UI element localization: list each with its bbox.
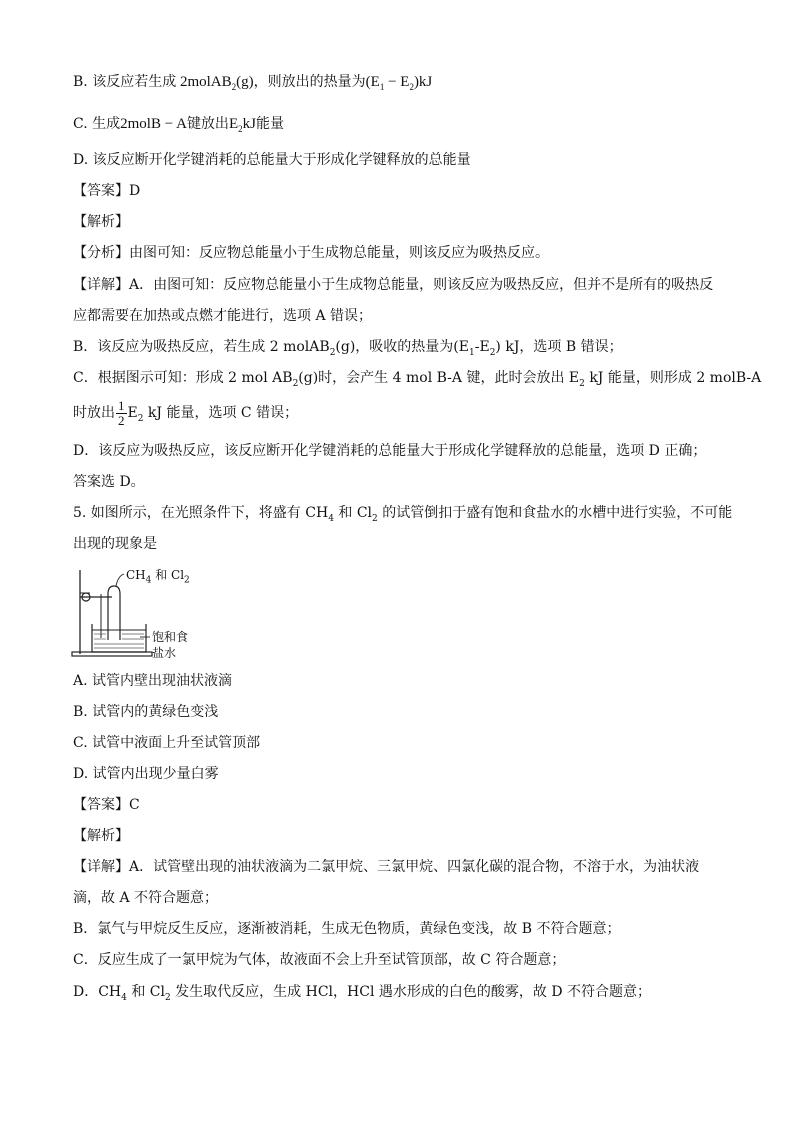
option-c-formula: 2molB − A bbox=[120, 116, 187, 132]
fraction-one-half bbox=[116, 399, 127, 428]
q5-option-a: A. 试管内壁出现油状液滴 bbox=[73, 673, 233, 689]
option-d: D. 该反应断开化学键消耗的总能量大于形成化学键释放的总能量 bbox=[73, 152, 471, 168]
figure-label-salt-1: 饱和食 bbox=[152, 630, 189, 644]
detail-1-c-pre: C．根据图示可知：形成 2 mol AB bbox=[73, 370, 293, 386]
formula-state: (g) bbox=[236, 74, 254, 90]
fraction-numerator: 1 bbox=[118, 397, 125, 413]
detail-2-d-pre: D．CH bbox=[73, 984, 122, 1000]
detail-1-b-pre: B．该反应为吸热反应，若生成 2 molAB bbox=[73, 339, 330, 355]
option-b bbox=[73, 72, 432, 97]
analysis-label-2: 【解析】 bbox=[73, 828, 129, 844]
detail-1-c2-pre: 时放出 bbox=[73, 405, 115, 421]
gas-sub1: 4 bbox=[145, 575, 152, 586]
energy-open: (E bbox=[365, 74, 380, 90]
analysis-label-1: 【解析】 bbox=[73, 214, 129, 230]
q5-sub2: 2 bbox=[372, 513, 378, 524]
option-b-formula bbox=[176, 74, 253, 90]
gas-ch: CH bbox=[126, 568, 146, 582]
detail-1-c2-end: kJ 能量，选项 C 错误； bbox=[143, 405, 299, 421]
answer-2: 【答案】C bbox=[73, 797, 140, 813]
gas-mid: 和 Cl bbox=[151, 568, 185, 582]
apparatus-figure bbox=[68, 566, 208, 666]
detail-2-d-sub2: 2 bbox=[164, 992, 171, 1003]
analysis-fenxi: 【分析】由图可知：反应物总能量小于生成物总能量，则该反应为吸热反应。 bbox=[73, 245, 549, 261]
q5-line1-mid: 和 Cl bbox=[333, 505, 373, 521]
option-c bbox=[73, 114, 284, 139]
q5-line1-pre: 5. 如图所示，在光照条件下，将盛有 CH bbox=[73, 505, 329, 521]
energy-close: )kJ bbox=[413, 74, 433, 90]
detail-2-d-mid: 和 Cl bbox=[126, 984, 165, 1000]
option-b-mid: ，则放出的热量为 bbox=[253, 74, 366, 90]
detail-2-d bbox=[73, 982, 651, 1008]
detail-1-c2-sub: 2 bbox=[137, 413, 144, 424]
detail-1-c bbox=[73, 368, 761, 394]
q5-option-d: D. 试管内出现少量白雾 bbox=[73, 766, 219, 782]
detail-2-a1: 【详解】A．试管壁出现的油状液滴为二氯甲烷、三氯甲烷、四氯化碳的混合物，不溶于水，为油状液 bbox=[73, 859, 700, 875]
detail-2-d-sub1: 4 bbox=[121, 992, 127, 1003]
detail-1-b-post: (g)，吸收的热量为(E bbox=[335, 339, 469, 355]
detail-1-c2 bbox=[73, 398, 298, 434]
detail-1-c2-e: E bbox=[127, 405, 138, 421]
detail-1-c-sub2: 2 bbox=[579, 378, 585, 389]
option-b-prefix: B. 该反应若生成 bbox=[73, 74, 177, 90]
energy-minus: − E bbox=[384, 74, 410, 90]
energy-sub1: 1 bbox=[379, 82, 385, 92]
q5-line1 bbox=[73, 503, 732, 529]
detail-2-b: B．氯气与甲烷反生反应，逐渐被消耗，生成无色物质，黄绿色变浅，故 B 不符合题意； bbox=[73, 921, 621, 937]
option-c-prefix: C. 生成 bbox=[73, 116, 121, 132]
detail-2-c: C．反应生成了一氯甲烷为气体，故液面不会上升至试管顶部，故 C 符合题意； bbox=[73, 952, 566, 968]
q5-line1-end: 的试管倒扣于盛有饱和食盐水的水槽中进行实验，不可能 bbox=[377, 505, 733, 521]
option-c-energy bbox=[229, 116, 256, 132]
detail-1-line1: 【详解】A．由图可知：反应物总能量小于生成物总能量，则该反应为吸热反应，但并不是所有的吸热反 bbox=[73, 277, 714, 293]
detail-2-d-end: 发生取代反应，生成 HCl，HCl 遇水形成的白色的酸雾，故 D 不符合题意； bbox=[170, 984, 651, 1000]
detail-1-d: D．该反应为吸热反应，该反应断开化学键消耗的总能量大于形成化学键释放的总能量，选项 D 正确； bbox=[73, 443, 707, 459]
detail-1-conclusion: 答案选 D。 bbox=[73, 474, 145, 490]
gas-sub2: 2 bbox=[184, 575, 190, 586]
detail-1-b-post2: -E bbox=[474, 339, 490, 355]
figure-label-salt-2: 盐水 bbox=[152, 646, 177, 660]
detail-1-line2: 应都需要在加热或点燃才能进行，选项 A 错误； bbox=[73, 308, 373, 324]
option-b-energy bbox=[366, 74, 433, 90]
formula-text: 2molAB bbox=[179, 74, 232, 90]
energy-sub: 2 bbox=[238, 124, 243, 134]
figure-label-gas bbox=[126, 566, 190, 585]
detail-1-b-sub: 2 bbox=[329, 347, 336, 358]
detail-1-c-mid: (g)时，会产生 4 mol B-A 键，此时会放出 E bbox=[298, 370, 580, 386]
detail-1-b-end: ) kJ，选项 B 错误； bbox=[495, 339, 623, 355]
fraction-denominator: 2 bbox=[118, 412, 125, 428]
formula-sub: 2 bbox=[231, 82, 237, 92]
detail-1-c-end: kJ 能量，则形成 2 molB-A bbox=[584, 370, 762, 386]
energy-sub2: 2 bbox=[409, 82, 414, 92]
energy-e: E bbox=[228, 116, 239, 132]
q5-sub1: 4 bbox=[328, 513, 334, 524]
q5-option-c: C. 试管中液面上升至试管顶部 bbox=[73, 735, 261, 751]
detail-1-b bbox=[73, 337, 623, 363]
option-c-end: 能量 bbox=[255, 116, 284, 132]
detail-2-a2: 滴，故 A 不符合题意； bbox=[73, 890, 219, 906]
q5-line2: 出现的现象是 bbox=[73, 536, 157, 552]
energy-unit: kJ bbox=[242, 116, 256, 132]
option-c-mid: 键放出 bbox=[186, 116, 229, 132]
q5-option-b: B. 试管内的黄绿色变浅 bbox=[73, 704, 219, 720]
detail-1-b-sub3: 2 bbox=[489, 347, 496, 358]
detail-1-b-sub2: 1 bbox=[469, 347, 475, 358]
detail-1-c-sub: 2 bbox=[292, 378, 299, 389]
answer-1: 【答案】D bbox=[73, 183, 141, 199]
